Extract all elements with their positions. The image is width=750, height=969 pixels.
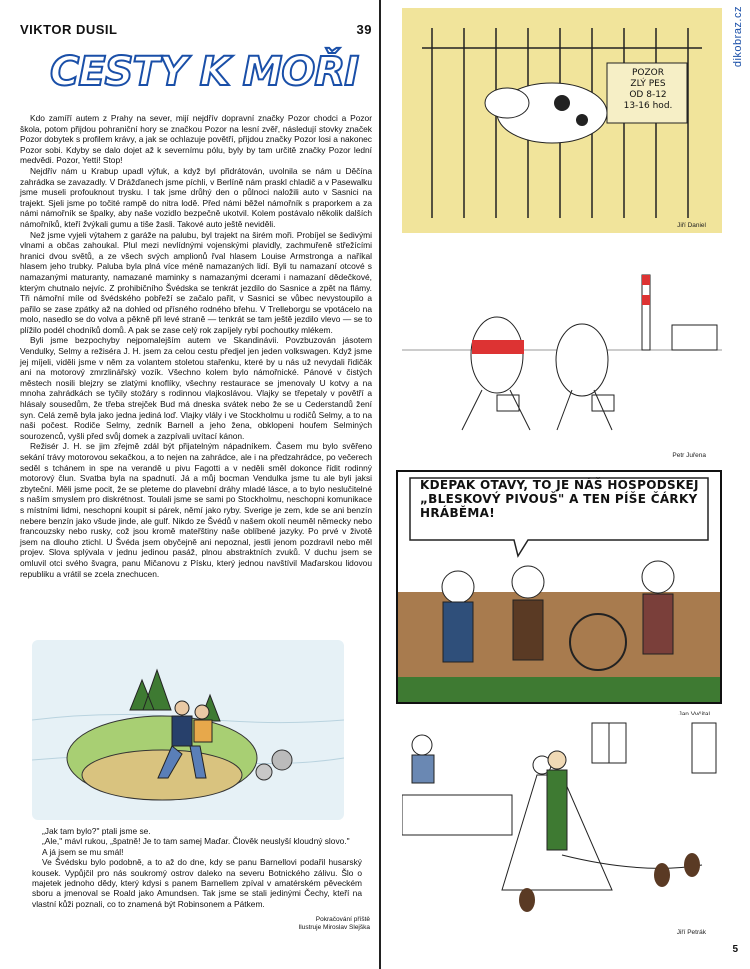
paragraph: „Jak tam bylo?" ptali jsme se. (42, 826, 151, 836)
author-name: VIKTOR DUSIL (20, 22, 118, 37)
cartoon-dog (402, 8, 722, 233)
paragraph: A já jsem se mu smál! (42, 846, 124, 857)
dog-drawing (402, 8, 722, 233)
continued-label: Pokračování příště (315, 916, 370, 923)
paragraph: Ve Švédsku bylo podobně, a to až do dne, kdy se panu Barnellovi podařil husarský kousek. Vypůjčil pro nás soukromý ostrov daleko na severu Botnického zálivu. Šlo o majetek jednoho dědy, který kdysi s panem Barnellem zpíval v amatérském pěveckém sboru a jmenoval se Roald jako Amundsen. Tak jsme se stali jedinými Čechy, kteří na vlastní kůži poznali, co to znamená být Robinsonem a Pátkem. (32, 857, 362, 909)
cartoon-column (386, 0, 750, 969)
article-title: CESTY K MOŘI (50, 49, 359, 95)
cartoon-wedding (402, 715, 722, 936)
page-number: 5 (732, 944, 738, 955)
illustrator-credit: Ilustruje Miroslav Slejška (298, 924, 370, 931)
side-watermark: dikobraz.cz (732, 6, 744, 68)
column-divider (379, 0, 381, 969)
article-tail (32, 826, 362, 909)
continuation-note (270, 916, 370, 932)
cartoon-harvest (396, 470, 722, 704)
paragraph: Kdo zamíří autem z Prahy na sever, mijí nejdřív dopravní značky Pozor chodci a Pozor škola, potom přijdou pohraniční hory se značkou Pozor na lesní zvěř, následují stovky značek Pozor dobytek s profilem krávy, a jak se ochlazuje povětří, přijdou značky Pozor losi a nakonec Pozor sobi. Kdyby se dalo dojet až k severnímu pólu, byly by tam určitě značky Pozor lední medvědi. Pozor, Yetti! Stop! (20, 113, 372, 166)
smokers-drawing (402, 255, 722, 445)
sign-line: POZOR (631, 68, 664, 78)
article-column (20, 22, 372, 579)
cartoon-credit: Petr Juřena (672, 452, 706, 459)
paragraph: Byli jsme bezpochyby nejpomalejším autem ve Skandinávii. Povzbuzován jásotem Vendulky, Selmy a režiséra J. H. jsem za celou cestu předjel jen jeden volkswagen. Když jsme jej míjeli, viděli jsme v něm za volantem stoletou stařenku, které by u nás už nevydali řidičák ani na motorový zmrzlinářský vozík. Všechno kolem bylo námořnické. Pánové v čistých městech nosili blejzry se zlatými knoflíky, všechny restaurace se jmenovaly U kotvy a na mnoha zahrádkách se tyčily stožáry s rodinnou vlajkoslávou. Vlajky se třepetaly v povětří a hlásaly sousedům, že třeba strejček Bud má dneska svátek nebo že se u Cederstandů žení syn. Celá země byla jako jedna jediná loď. Vlajky vlály i ve Stockholmu u rodičů Selmy, a to na naši počest. Rodiče Selmy, zedník Barnell a jeho žena, obklopeni houfem Selminých sourozenců, vyšli před svůj domek a zazpívali uvítací kánon. (20, 335, 372, 441)
sign-line: 13-16 hod. (623, 101, 673, 111)
sign-line: ZLÝ PES (630, 79, 666, 89)
wedding-drawing (402, 715, 722, 930)
article-number: 39 (356, 22, 372, 37)
island-illustration (32, 640, 344, 820)
paragraph: Režisér J. H. se jim zřejmě zdál být přijatelným nápadníkem. Časem mu bylo svěřeno sekání trávy motorovou sekačkou, a to nejen na zahrádce, ale i na předzahrádce, po večerech seděl s tchánem in spe na verandě u pivu Fagotti a v neděli směl dokonce řídit rodinný motorový člun. Svatba byla na spadnutí. Já a můj bocman Vendulka jsme tu ale byli jaksi zbyteční. Měli jsme pocit, že se pleteme do plavební dráhy mladé lásce, a to bylo neslučitelné s naším smyslem pro diskrétnost. Toulali jsme se sami po Stockholmu, neschopni komunikace s místními lidmi, neschopni koupit si párek, němí jako ryby. Sverige je zem, kde se ani benzín nebere benzín jako všude jinde, ale gulf. Nikdo ze Švédů v našem okolí neuměl německy nebo francouzsky nebo rusky, což jsou kromě mateřštiny naše oblíbené jazyky. Po prvé v životě jsem na dlouho ztichl. U Švéda jsem obyčejně ani nepoznal, jestli jenom pozdravil nebo měl projev. Slova splývala v jednu jedinou pasáž, plnou abstraktních zvuků. V duchu jsem se omluvil otci svého švagra, panu Mičanovu z Písku, který jednou navštívil Maďarskou lidovou republiku a vrátil se zcela znechucen. (20, 441, 372, 579)
paragraph: Nejdřív nám u Krabup upadl výfuk, a když byl přidrátován, uvolnila se nám u Děčína zahrádka se zavazadly. V Drážďanech jsme píchli, v Berlíně nám praskl chladič a v Pasewalku jsme museli profouknout trysku. I tak jsme drůhý den o půlnoci naložili auto v Sasnici na trajekt. Sjeli jsme po točité rampě do nitra lodě. Před námi běžel námořník s praporkem a za námi námořník se špalky, aby naše vozidlo bezpečně ukotvil. Kolem postávalo několik dalších námořníků, kteří žvýkali gumu a tiše žasli. Takové auto ještě neviděli. (20, 165, 372, 229)
article-header (20, 22, 372, 37)
title-block (20, 51, 372, 99)
island-drawing (32, 640, 344, 820)
paragraph: „Ale," mávl rukou, „špatně! Je to tam samej Maďar. Člověk neuslyší kloudný slovo." (42, 836, 350, 847)
paragraph: Než jsme vyjeli výtahem z garáže na palubu, byl trajekt na širém moři. Probíjel se šedivými vlnami a občas zahoukal. Plul mezi nevlídnými vojenskými plavidly, zachmuřeně střežícími hranici dvou světů, a ze všech svých amplionů řval hlasem Louise Armstronga a naříkal hlasem jeho trubky. Paluba byla plná více méně namazaných lidí. Byli tu namazaní otcové s namazanými maturanty, namazané maminky s namazanými dcerami i namazaní dědečkové, kterým chutnalo nejvíc. Z prohibičního Švédska se tenkrát jezdilo do Sasnice a zpět na flámy. Tři námořní míle od švédského pobřeží se začalo pařit, v Sasnici se vůbec nevystoupilo a pařilo se zase zpátky až na dohled od přísného rodného břehu. V Trelleborgu se vpotácelo na molo, nasedlo se do volva a pěkně při levé straně — tenkrát se tam ještě jezdilo vlevo — se to plížilo podél chodníků domů. A pak se zase celý rok zapíjely rybí pochoutky mlékem. (20, 229, 372, 335)
sign-line: OD 8-12 (629, 90, 667, 100)
warning-sign (612, 68, 684, 112)
cartoon-credit: Jiří Petrák (676, 929, 706, 936)
cartoon-credit: Jiří Daniel (677, 222, 706, 229)
article-body (20, 113, 372, 579)
speech-bubble: KDEPAK OTAVY, TO JE NÁŠ HOSPODSKEJ „BLESKOVÝ PIVOUŠ" A TEN PÍŠE ČÁRKY HRÁBĚMA! (420, 478, 699, 520)
cartoon-smokers (402, 255, 722, 459)
